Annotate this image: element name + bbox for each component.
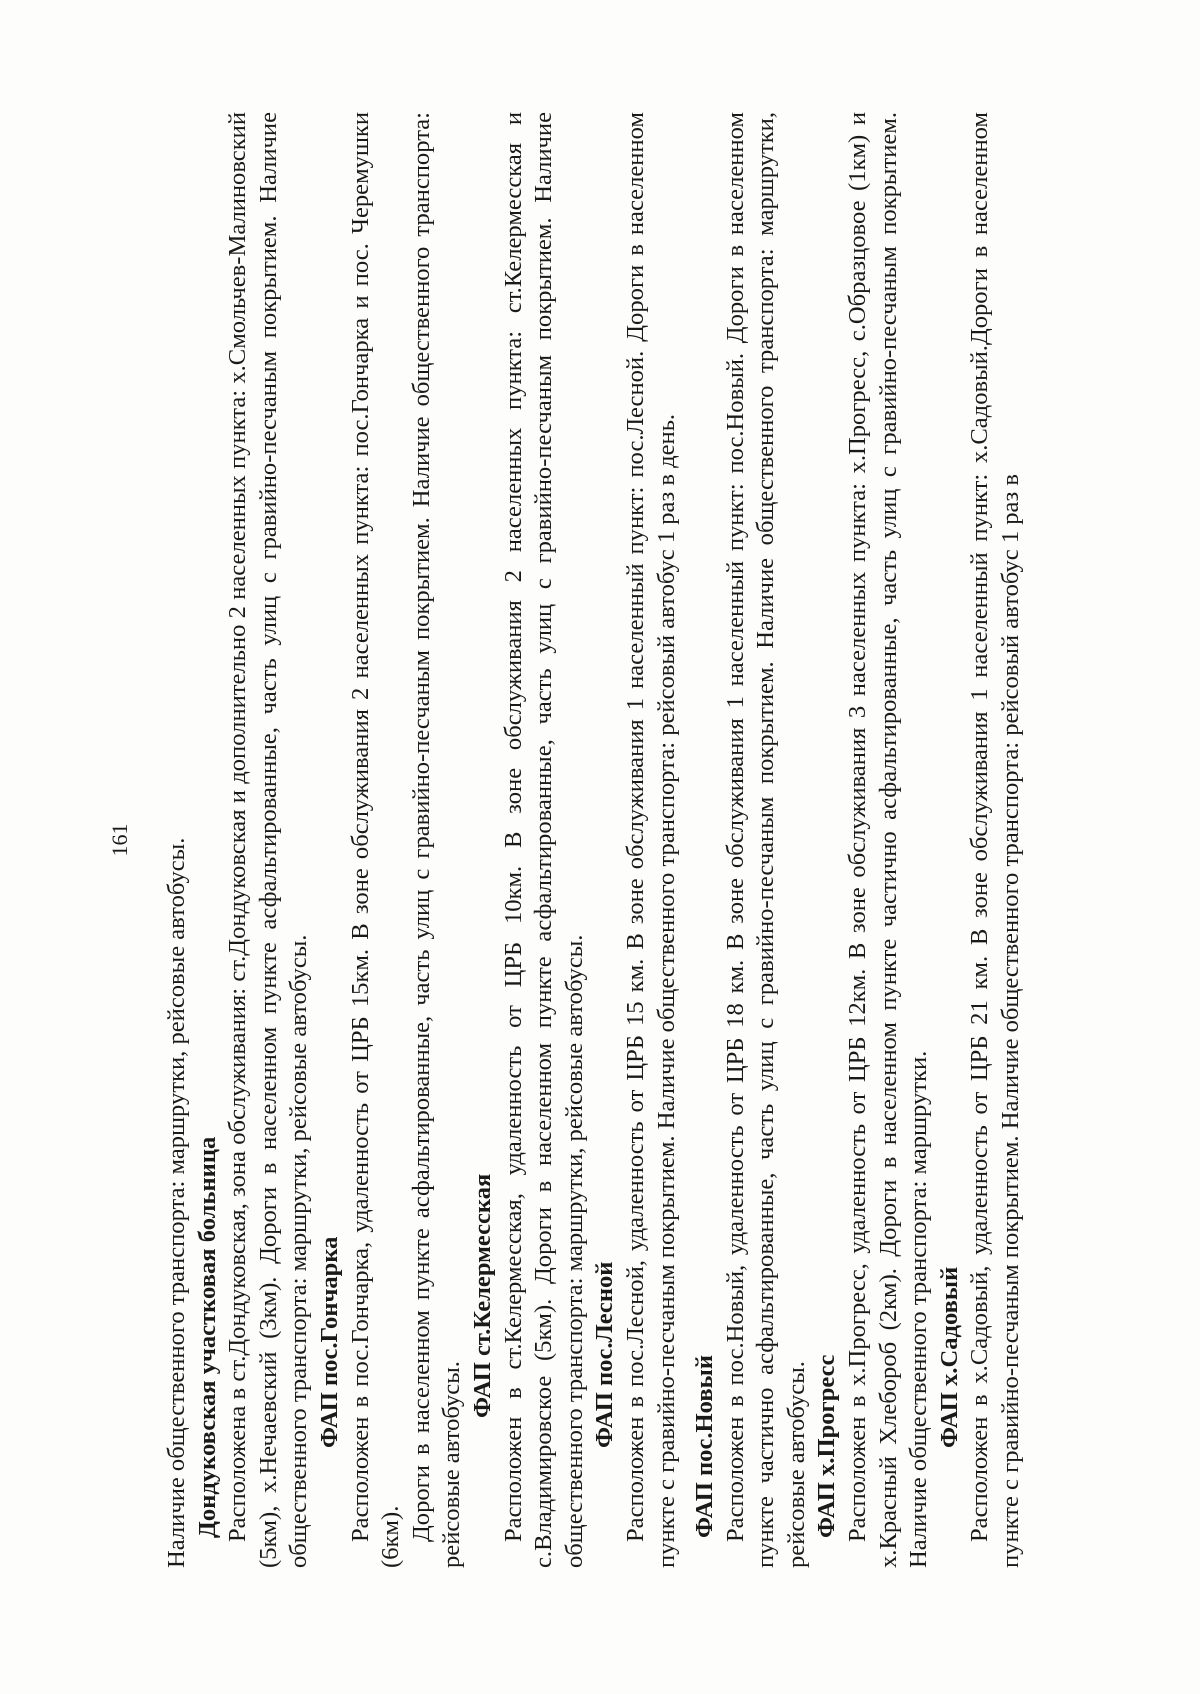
paragraph-fap-progress: Расположен в х.Прогресс, удаленность от ЦРБ 12км. В зоне обслуживания 3 населенных пункта: х.Прогресс, с.Образцовое (1км) и х.Красный Хлебороб (2км). Дороги в населенном пункте частично асфальтированные, часть улиц с гравийно-песчаным покрытием. Наличие общественного транспорта: маршрутки. [844,112,933,1568]
heading-fap-progress: ФАП х.Прогресс [813,1354,841,1538]
document-body [162,112,1027,1568]
heading-hospital: Дондуковская участковая больница [193,1136,221,1538]
paragraph-fap-goncharka-2: Дороги в населенном пункте асфальтированные, часть улиц с гравийно-песчаным покрытием. Наличие общественного транспорта: рейсовые автобусы. [407,112,466,1568]
paragraph-fap-noviy: Расположен в пос.Новый, удаленность от ЦРБ 18 км. В зоне обслуживания 1 населенный пункт: пос.Новый. Дороги в населенном пункте частично асфальтированные, часть улиц с гравийно-песчаным покрытием. Наличие общественного транспорта: маршрутки, рейсовые автобусы. [721,112,810,1568]
heading-fap-sadoviy: ФАП х.Садовый [935,1266,963,1448]
page-number: 161 [107,823,132,857]
paragraph-fap-lesnoy: Расположен в пос.Лесной, удаленность от ЦРБ 15 км. В зоне обслуживания 1 населенный пункт: пос.Лесной. Дороги в населенном пункте с гравийно-песчаным покрытием. Наличие общественного транспорта: рейсовый автобус 1 раз в день. [621,112,680,1568]
paragraph-fap-sadoviy: Расположен в х.Садовый, удаленность от ЦРБ 21 км. В зоне обслуживания 1 населенный пункт: х.Садовый.Дороги в населенном пункте с гравийно-песчаным покрытием. Наличие общественного транспорта: рейсовый автобус 1 раз в [966,112,1025,1568]
heading-fap-noviy: ФАП пос.Новый [691,1355,719,1538]
heading-fap-kelermesskaya: ФАП ст.Келермесская [468,1173,496,1418]
paragraph-hospital: Расположена в ст.Дондуковская, зона обслуживания: ст.Дондуковская и дополнительно 2 населенных пункта: х.Смольчев-Малиновский (5км), х.Нечаевский (3км). Дороги в населенном пункте асфальтированные, часть улиц с гравийно-песчаным покрытием. Наличие общественного транспорта: маршрутки, рейсовые автобусы. [224,112,313,1568]
heading-fap-lesnoy: ФАП пос.Лесной [591,1261,619,1448]
heading-fap-goncharka: ФАП пос.Гончарка [315,1236,343,1448]
intro-paragraph: Наличие общественного транспорта: маршрутки, рейсовые автобусы. [163,837,190,1568]
paragraph-fap-goncharka-1: Расположен в пос.Гончарка, удаленность от ЦРБ 15км. В зоне обслуживания 2 населенных пункта: пос.Гончарка и пос. Черемушки (6км). [346,112,405,1568]
rotated-text-block [107,112,1102,1568]
paragraph-fap-kelermesskaya: Расположен в ст.Келермесская, удаленность от ЦРБ 10км. В зоне обслуживания 2 населенных пункта: ст.Келермесская и с.Владимировское (5км). Дороги в населенном пункте асфальтированные, часть улиц с гравийно-песчаным покрытием. Наличие общественного транспорта: маршрутки, рейсовые автобусы. [499,112,588,1568]
